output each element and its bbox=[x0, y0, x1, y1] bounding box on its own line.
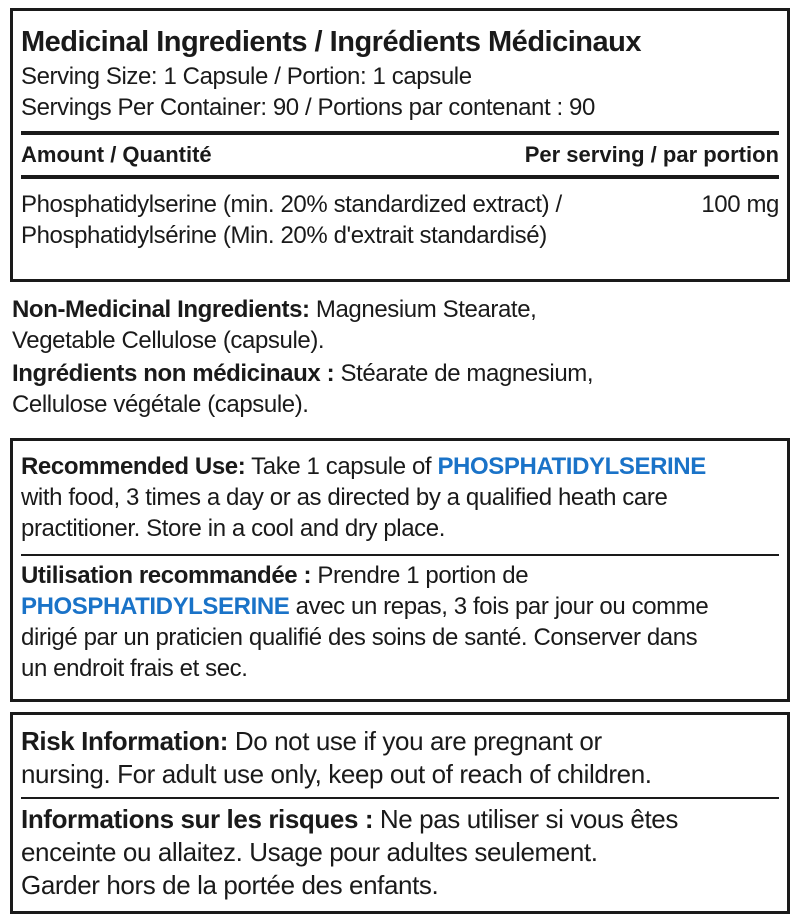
medicinal-ingredients-panel bbox=[10, 8, 790, 282]
ingredient-amount: 100 mg bbox=[701, 191, 779, 218]
divider bbox=[21, 175, 779, 179]
line: Garder hors de la portée des enfants. bbox=[21, 870, 439, 900]
non-medicinal-fr bbox=[12, 358, 593, 389]
label: Risk Information: bbox=[21, 726, 228, 756]
text: Do not use if you are pregnant or bbox=[228, 726, 602, 756]
divider bbox=[21, 554, 779, 556]
line bbox=[21, 725, 779, 758]
line bbox=[21, 803, 779, 836]
line: practitioner. Store in a cool and dry place. bbox=[21, 515, 445, 542]
risk-fr bbox=[21, 803, 779, 902]
risk-en bbox=[21, 715, 779, 791]
recommended-use-en bbox=[21, 441, 779, 544]
recommended-use-panel bbox=[10, 438, 790, 702]
servings-per-container: Servings Per Container: 90 / Portions par contenant : 90 bbox=[21, 94, 595, 121]
line bbox=[21, 560, 779, 591]
label: Informations sur les risques : bbox=[21, 804, 374, 834]
divider bbox=[21, 131, 779, 135]
line: nursing. For adult use only, keep out of reach of children. bbox=[21, 759, 652, 789]
ingredient-name-fr: Phosphatidylsérine (Min. 20% d'extrait standardisé) bbox=[21, 222, 547, 249]
column-header bbox=[21, 141, 779, 169]
line bbox=[21, 451, 779, 482]
non-medicinal-ingredients bbox=[12, 294, 593, 420]
panel-title: Medicinal Ingredients / Ingrédients Médicinaux bbox=[21, 26, 641, 58]
divider bbox=[21, 797, 779, 799]
product-name: PHOSPHATIDYLSERINE bbox=[437, 453, 706, 480]
label: Utilisation recommandée : bbox=[21, 562, 312, 589]
serving-size: Serving Size: 1 Capsule / Portion: 1 capsule bbox=[21, 63, 472, 90]
ingredient-row bbox=[21, 189, 779, 251]
text: Magnesium Stearate, bbox=[309, 296, 537, 323]
label: Recommended Use: bbox=[21, 453, 246, 480]
text: Vegetable Cellulose (capsule). bbox=[12, 327, 325, 354]
text: Cellulose végétale (capsule). bbox=[12, 391, 309, 418]
ingredient-name-en: Phosphatidylserine (min. 20% standardized extract) / bbox=[21, 191, 562, 218]
product-name: PHOSPHATIDYLSERINE bbox=[21, 593, 290, 620]
label: Ingrédients non médicinaux : bbox=[12, 360, 335, 387]
line: with food, 3 times a day or as directed by a qualified heath care bbox=[21, 484, 668, 511]
amount-header: Amount / Quantité bbox=[21, 142, 212, 167]
line: un endroit frais et sec. bbox=[21, 655, 248, 682]
line bbox=[21, 591, 779, 622]
text: Stéarate de magnesium, bbox=[334, 360, 594, 387]
non-medicinal-en bbox=[12, 294, 593, 325]
line: dirigé par un praticien qualifié des soins de santé. Conserver dans bbox=[21, 624, 698, 651]
text: Prendre 1 portion de bbox=[311, 562, 529, 589]
text: avec un repas, 3 fois par jour ou comme bbox=[289, 593, 709, 620]
text: Ne pas utiliser si vous êtes bbox=[373, 804, 678, 834]
risk-information-panel bbox=[10, 712, 790, 914]
recommended-use-fr bbox=[21, 560, 779, 684]
label: Non-Medicinal Ingredients: bbox=[12, 296, 310, 323]
per-serving-header: Per serving / par portion bbox=[524, 142, 779, 167]
text: Take 1 capsule of bbox=[245, 453, 438, 480]
line: enceinte ou allaitez. Usage pour adultes seulement. bbox=[21, 837, 598, 867]
